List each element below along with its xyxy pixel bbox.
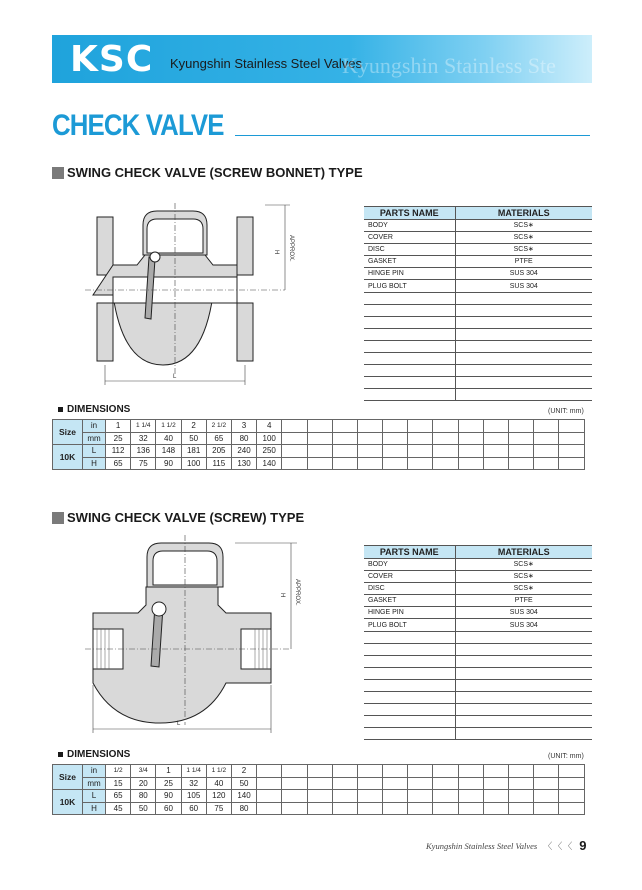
table-row: COVER SCS∗: [364, 571, 592, 583]
table-row: COVER SCS∗: [364, 232, 592, 244]
square-bullet-icon: [58, 407, 63, 412]
h-label: H: [83, 457, 106, 470]
table-row: [364, 316, 592, 328]
table-row: DISC SCS∗: [364, 244, 592, 256]
parts-name-header: PARTS NAME: [364, 546, 455, 559]
company-name: Kyungshin Stainless Steel Valves: [170, 56, 362, 71]
in-label: in: [83, 765, 106, 778]
dimensions-table-screw: Size in 1/2 3/4 1 1 1/4 1 1/2 2 mm 15 20 25 32 40 50 10K L 65 80 90 105 120 140 H 45 50 60 60 75 80: [52, 764, 585, 815]
in-label: in: [83, 420, 106, 433]
square-bullet-icon: [58, 752, 63, 757]
dim-h-label: H: [273, 250, 279, 255]
table-row: [364, 340, 592, 352]
title-rule: [235, 135, 590, 136]
table-row: GASKET PTFE: [364, 256, 592, 268]
class-label: 10K: [53, 790, 83, 815]
mm-label: mm: [83, 777, 106, 790]
dimensions-table-screw-bonnet: Size in 1 1 1/4 1 1/2 2 2 1/2 3 4 mm 25 32 40 50 65 80 100 10K L 112 136 148 181 205 240 250 H 65 75 90 100 115 130 140: [52, 419, 585, 470]
table-row: BODY SCS∗: [364, 220, 592, 232]
table-row: [364, 377, 592, 389]
dim-l-label: L: [173, 374, 177, 380]
table-row: [364, 292, 592, 304]
table-row: [364, 655, 592, 667]
size-label: Size: [53, 765, 83, 790]
parts-table-screw: [364, 545, 592, 740]
table-row: [364, 704, 592, 716]
parts-name-header: PARTS NAME: [364, 207, 455, 220]
table-row: GASKET PTFE: [364, 595, 592, 607]
section-heading-screw: SWING CHECK VALVE (SCREW) TYPE: [52, 510, 304, 525]
dim-l-label: L: [177, 721, 181, 727]
size-label: Size: [53, 420, 83, 445]
dim-approx-label: APPROX.: [288, 235, 294, 262]
chevron-left-icon: 〈〈〈: [543, 841, 574, 851]
page-title: CHECK VALVE: [52, 109, 224, 142]
materials-header: MATERIALS: [455, 546, 592, 559]
class-label: 10K: [53, 445, 83, 470]
table-row: [364, 389, 592, 401]
page-number: 9: [579, 838, 587, 853]
banner-watermark: Kyungshin Stainless Ste: [342, 53, 556, 78]
l-label: L: [83, 445, 106, 458]
unit-label: (UNIT: mm): [548, 753, 584, 760]
table-row: HINGE PIN SUS 304: [364, 268, 592, 280]
table-row: [364, 365, 592, 377]
dimensions-heading: DIMENSIONS: [58, 404, 130, 415]
page-footer: [426, 838, 586, 853]
table-row: [364, 353, 592, 365]
table-row: [364, 667, 592, 679]
dimensions-heading: DIMENSIONS: [58, 749, 130, 760]
dim-h-label: H: [279, 593, 285, 598]
square-bullet-icon: [52, 167, 64, 179]
dim-approx-label: APPROX.: [294, 579, 300, 606]
mm-label: mm: [83, 432, 106, 445]
h-label: H: [83, 802, 106, 815]
table-row: [364, 328, 592, 340]
table-row: [364, 728, 592, 740]
ksc-logo: KSC: [70, 39, 154, 80]
table-row: [364, 304, 592, 316]
footer-company: Kyungshin Stainless Steel Valves: [426, 840, 538, 851]
table-row: BODY SCS∗: [364, 559, 592, 571]
materials-header: MATERIALS: [455, 207, 592, 220]
table-row: [364, 716, 592, 728]
parts-table-screw-bonnet: [364, 206, 592, 401]
table-row: HINGE PIN SUS 304: [364, 607, 592, 619]
table-row: [364, 679, 592, 691]
table-row: DISC SCS∗: [364, 583, 592, 595]
square-bullet-icon: [52, 512, 64, 524]
table-row: PLUG BOLT SUS 304: [364, 280, 592, 292]
table-row: [364, 643, 592, 655]
valve-drawing-screw-bonnet: [85, 195, 320, 395]
valve-drawing-screw: [85, 535, 320, 735]
table-row: [364, 631, 592, 643]
unit-label: (UNIT: mm): [548, 408, 584, 415]
l-label: L: [83, 790, 106, 803]
table-row: PLUG BOLT SUS 304: [364, 619, 592, 631]
section-heading-screw-bonnet: SWING CHECK VALVE (SCREW BONNET) TYPE: [52, 165, 363, 180]
table-row: [364, 692, 592, 704]
header-banner: [52, 35, 592, 83]
